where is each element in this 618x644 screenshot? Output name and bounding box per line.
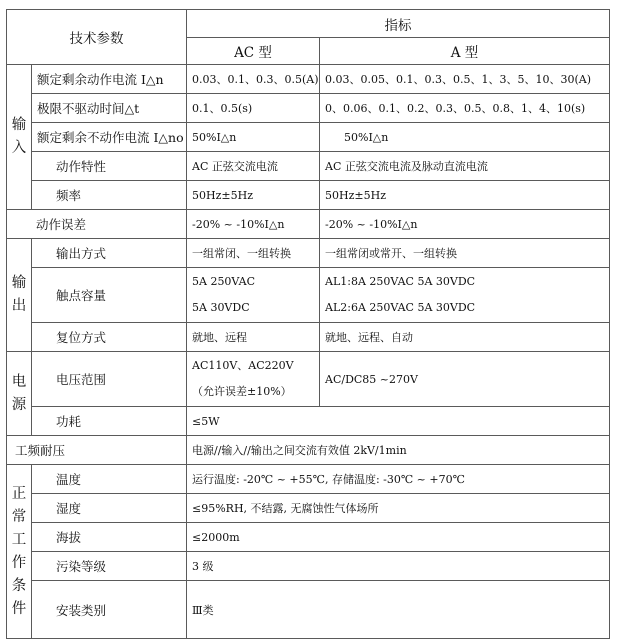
a-type-header: A 型 bbox=[320, 38, 610, 65]
a-voltage-range: AC/DC85 ~270V bbox=[320, 352, 610, 407]
a-reset: 就地、远程、自动 bbox=[320, 323, 610, 352]
humidity-value: ≤95%RH, 不结露, 无腐蚀性气体场所 bbox=[187, 494, 610, 523]
a-frequency: 50Hz±5Hz bbox=[320, 181, 610, 210]
pollution-value: 3 级 bbox=[187, 552, 610, 581]
param-reset: 复位方式 bbox=[32, 323, 187, 352]
category-output: 输出 bbox=[7, 239, 32, 352]
a-rated-residual: 0.03、0.05、0.1、0.3、0.5、1、3、5、10、30(A) bbox=[320, 65, 610, 94]
param-frequency: 频率 bbox=[32, 181, 187, 210]
ac-contact-cap bbox=[187, 268, 320, 323]
ac-voltage-range bbox=[187, 352, 320, 407]
ac-reset: 就地、远程 bbox=[187, 323, 320, 352]
ac-action-char: AC 正弦交流电流 bbox=[187, 152, 320, 181]
a-contact-cap-line2: AL2:6A 250VAC 5A 30VDC bbox=[325, 301, 476, 314]
ac-contact-cap-line2: 5A 30VDC bbox=[192, 301, 250, 314]
param-power-consumption: 功耗 bbox=[32, 407, 187, 436]
install-value: Ⅲ类 bbox=[187, 581, 610, 639]
param-contact-cap: 触点容量 bbox=[32, 268, 187, 323]
a-limit-time: 0、0.06、0.1、0.2、0.3、0.5、0.8、1、4、10(s) bbox=[320, 94, 610, 123]
param-action-char: 动作特性 bbox=[32, 152, 187, 181]
param-limit-time: 极限不驱动时间△t bbox=[32, 94, 187, 123]
param-rated-no-action: 额定剩余不动作电流 I△no bbox=[32, 123, 187, 152]
ac-type-header: AC 型 bbox=[187, 38, 320, 65]
ac-voltage-range-line1: AC110V、AC220V bbox=[192, 359, 294, 372]
param-rated-residual: 额定剩余动作电流 I△n bbox=[32, 65, 187, 94]
ac-rated-residual: 0.03、0.1、0.3、0.5(A) bbox=[187, 65, 320, 94]
ac-frequency: 50Hz±5Hz bbox=[187, 181, 320, 210]
a-action-char: AC 正弦交流电流及脉动直流电流 bbox=[320, 152, 610, 181]
spec-table bbox=[6, 9, 610, 639]
a-output-mode: 一组常闭或常开、一组转换 bbox=[320, 239, 610, 268]
param-temperature: 温度 bbox=[32, 465, 187, 494]
category-power: 电源 bbox=[7, 352, 32, 436]
a-action-error: -20% ~ -10%I△n bbox=[320, 210, 610, 239]
ac-limit-time: 0.1、0.5(s) bbox=[187, 94, 320, 123]
category-normal-conditions: 正常工作条件 bbox=[7, 465, 32, 639]
param-voltage-range: 电压范围 bbox=[32, 352, 187, 407]
param-withstand: 工频耐压 bbox=[7, 436, 187, 465]
ac-rated-no-action: 50%I△n bbox=[187, 123, 320, 152]
altitude-value: ≤2000m bbox=[187, 523, 610, 552]
ac-voltage-range-line2: （允许误差±10%） bbox=[192, 385, 292, 398]
withstand-value: 电源//输入//输出之间交流有效值 2kV/1min bbox=[187, 436, 610, 465]
ac-contact-cap-line1: 5A 250VAC bbox=[192, 275, 255, 288]
ac-action-error: -20% ~ -10%I△n bbox=[187, 210, 320, 239]
param-output-mode: 输出方式 bbox=[32, 239, 187, 268]
ac-output-mode: 一组常闭、一组转换 bbox=[187, 239, 320, 268]
power-consumption-value: ≤5W bbox=[187, 407, 610, 436]
param-install: 安装类别 bbox=[32, 581, 187, 639]
a-contact-cap-line1: AL1:8A 250VAC 5A 30VDC bbox=[325, 275, 476, 288]
temperature-value: 运行温度: -20℃ ~ +55℃, 存储温度: -30℃ ~ +70℃ bbox=[187, 465, 610, 494]
category-input: 输入 bbox=[7, 65, 32, 210]
a-contact-cap bbox=[320, 268, 610, 323]
param-header: 技术参数 bbox=[7, 10, 187, 65]
spec-header: 指标 bbox=[187, 10, 610, 38]
param-pollution: 污染等级 bbox=[32, 552, 187, 581]
param-humidity: 湿度 bbox=[32, 494, 187, 523]
param-action-error: 动作误差 bbox=[7, 210, 187, 239]
a-rated-no-action: 50%I△n bbox=[320, 123, 610, 152]
param-altitude: 海拔 bbox=[32, 523, 187, 552]
